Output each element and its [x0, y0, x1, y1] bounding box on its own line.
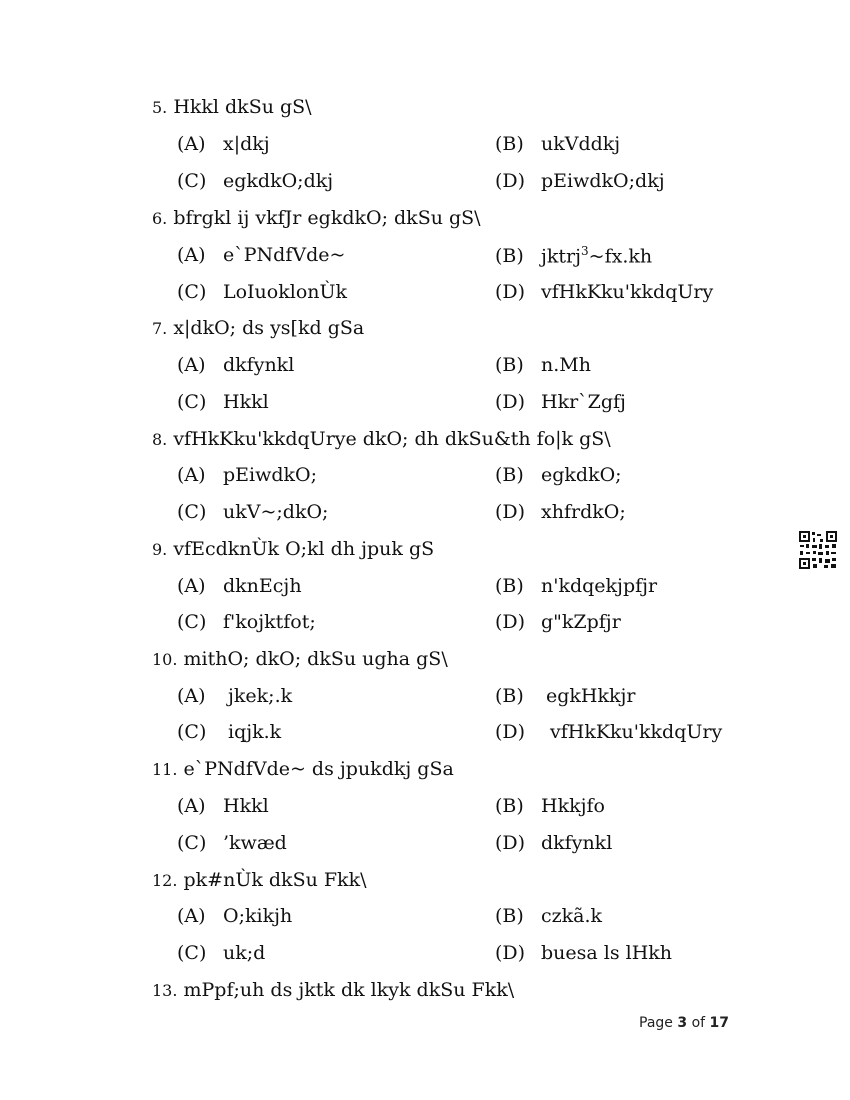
option-label: (C) — [177, 832, 207, 854]
option-text-superscript: 3 — [581, 244, 589, 258]
question-6 — [152, 207, 481, 229]
option-label: (B) — [495, 685, 524, 707]
option-c — [177, 832, 287, 854]
option-text: buesa ls lHkh — [541, 942, 673, 964]
option-text: jkek;.k — [228, 685, 293, 707]
option-label: (B) — [495, 905, 524, 927]
option-label: (C) — [177, 942, 207, 964]
option-d — [495, 942, 672, 964]
option-a — [177, 464, 317, 486]
option-label: (C) — [177, 611, 207, 633]
question-number: 8. — [152, 430, 168, 449]
option-a — [177, 905, 292, 927]
option-text: dkfynkl — [541, 832, 613, 854]
option-label: (D) — [495, 832, 526, 854]
question-11 — [152, 758, 454, 780]
option-d — [495, 832, 612, 854]
option-d — [495, 721, 722, 743]
option-text: ukVddkj — [541, 133, 621, 155]
option-label: (A) — [177, 905, 206, 927]
option-label: (C) — [177, 391, 207, 413]
option-text: Hkr`Zgfj — [541, 391, 626, 413]
question-text: mithO; dkO; dkSu ugha gS\ — [183, 648, 448, 670]
option-text: ukV~;dkO; — [223, 501, 329, 523]
option-label: (D) — [495, 942, 526, 964]
option-d — [495, 281, 713, 303]
option-text: dknEcjh — [223, 575, 302, 597]
option-label: (A) — [177, 244, 206, 266]
option-b — [495, 244, 652, 267]
option-label: (D) — [495, 170, 526, 192]
question-number: 9. — [152, 540, 168, 559]
option-text-rest: ~fx.kh — [588, 245, 653, 268]
option-text: f'kojktfot; — [223, 611, 316, 633]
question-number: 6. — [152, 209, 168, 228]
qr-code-icon — [798, 530, 838, 570]
option-text: xhfrdkO; — [541, 501, 626, 523]
option-label: (A) — [177, 795, 206, 817]
question-12 — [152, 869, 366, 891]
option-label: (B) — [495, 133, 524, 155]
option-a — [177, 795, 269, 817]
option-a — [177, 133, 270, 155]
option-c — [177, 170, 333, 192]
question-10 — [152, 648, 448, 670]
option-b — [495, 685, 636, 707]
page-label: Page — [639, 1015, 673, 1031]
option-text: dkfynkl — [223, 354, 295, 376]
option-c — [177, 391, 269, 413]
option-a — [177, 354, 294, 376]
option-label: (D) — [495, 611, 526, 633]
question-text: pk#nÙk dkSu Fkk\ — [183, 869, 367, 891]
option-text: Hkkl — [223, 795, 269, 817]
option-text: vfHkKku'kkdqUry — [550, 721, 723, 743]
option-label: (C) — [177, 501, 207, 523]
option-label: (D) — [495, 501, 526, 523]
option-label: (C) — [177, 721, 207, 743]
question-number: 7. — [152, 319, 168, 338]
option-text: iqjk.k — [228, 721, 282, 743]
question-number: 10. — [152, 650, 178, 669]
question-number: 13. — [152, 981, 178, 1000]
option-text: Hkkl — [223, 391, 269, 413]
option-b — [495, 464, 622, 486]
option-text: Hkkjfo — [541, 795, 605, 817]
option-d — [495, 391, 626, 413]
option-text: n'kdqekjpfjr — [541, 575, 658, 597]
current-page: 3 — [677, 1015, 688, 1031]
option-text: x|dkj — [223, 133, 270, 155]
option-b — [495, 354, 591, 376]
option-text: e`PNdfVde~ — [223, 244, 346, 266]
option-label: (A) — [177, 685, 206, 707]
option-a — [177, 575, 302, 597]
page-footer — [639, 1015, 729, 1031]
option-label: (D) — [495, 721, 526, 743]
option-b — [495, 795, 605, 817]
option-label: (C) — [177, 281, 207, 303]
option-label: (D) — [495, 391, 526, 413]
option-c — [177, 942, 265, 964]
option-c — [177, 501, 328, 523]
option-text: uk;d — [223, 942, 266, 964]
option-text: O;kikjh — [223, 905, 293, 927]
question-text: bfrgkl ij vkfJr egkdkO; dkSu gS\ — [173, 207, 481, 229]
option-text: n.Mh — [541, 354, 591, 376]
option-text: vfHkKku'kkdqUry — [541, 281, 714, 303]
option-label: (A) — [177, 354, 206, 376]
option-label: (B) — [495, 245, 524, 268]
option-label: (B) — [495, 354, 524, 376]
option-text: egkdkO;dkj — [223, 170, 334, 192]
option-d — [495, 611, 621, 633]
question-13 — [152, 979, 514, 1001]
question-text: Hkkl dkSu gS\ — [173, 96, 312, 118]
option-b — [495, 575, 657, 597]
option-c — [177, 281, 347, 303]
question-text: vfHkKku'kkdqUrye dkO; dh dkSu&th fo|k gS\ — [173, 428, 611, 450]
option-label: (A) — [177, 133, 206, 155]
option-label: (A) — [177, 575, 206, 597]
question-number: 11. — [152, 760, 178, 779]
question-7 — [152, 317, 364, 339]
option-label: (C) — [177, 170, 207, 192]
option-label: (B) — [495, 464, 524, 486]
question-5 — [152, 96, 312, 118]
option-label: (B) — [495, 575, 524, 597]
question-8 — [152, 428, 611, 450]
option-d — [495, 501, 626, 523]
question-text: mPpf;uh ds jktk dk lkyk dkSu Fkk\ — [183, 979, 515, 1001]
option-label: (D) — [495, 281, 526, 303]
option-label: (A) — [177, 464, 206, 486]
option-text: LoIuoklonÙk — [223, 281, 348, 303]
question-text: e`PNdfVde~ ds jpukdkj gSa — [183, 758, 454, 780]
question-text: vfEcdknÙk O;kl dh jpuk gS — [173, 538, 435, 560]
option-a — [177, 244, 345, 266]
question-9 — [152, 538, 434, 560]
question-number: 5. — [152, 98, 168, 117]
option-text: egkHkkjr — [546, 685, 636, 707]
option-text-base: jktrj — [541, 245, 582, 268]
option-text: czkã.k — [541, 905, 603, 927]
option-b — [495, 133, 620, 155]
option-label: (B) — [495, 795, 524, 817]
option-text: pEiwdkO;dkj — [541, 170, 665, 192]
option-text: g"kZpfjr — [541, 611, 621, 633]
option-b — [495, 905, 602, 927]
total-pages: 17 — [709, 1015, 729, 1031]
option-text: egkdkO; — [541, 464, 622, 486]
option-c — [177, 721, 281, 743]
option-text: pEiwdkO; — [223, 464, 318, 486]
option-c — [177, 611, 316, 633]
option-d — [495, 170, 665, 192]
option-text: ’kwæd — [223, 832, 287, 854]
option-a — [177, 685, 292, 707]
question-number: 12. — [152, 871, 178, 890]
page-of-label: of — [691, 1015, 706, 1031]
question-text: x|dkO; ds ys[kd gSa — [173, 317, 365, 339]
